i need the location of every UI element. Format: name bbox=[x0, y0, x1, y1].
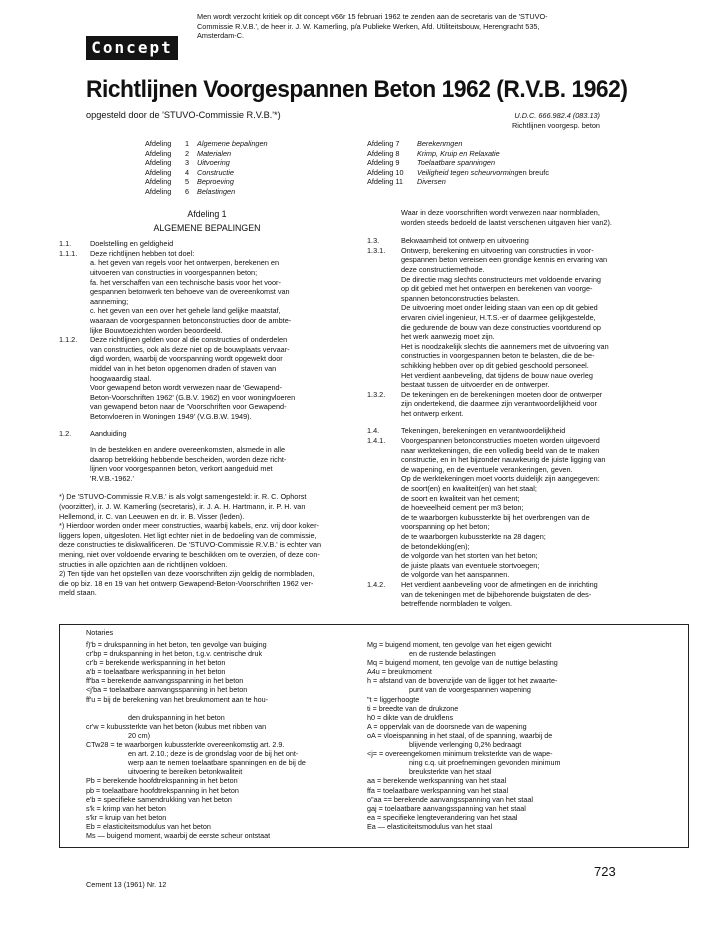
para-num: 1.4.1. bbox=[367, 436, 386, 446]
text-line: fa. het verschaffen van een technische basis voor het voor- bbox=[90, 277, 281, 287]
text-line: voorspanning op het beton; bbox=[401, 522, 490, 532]
toc-row bbox=[367, 158, 667, 168]
footnote-line: (voorzitter), ir. J. W. Kamerling (secretaris), ir. J. A. H. Hartmann, ir. P. H. van bbox=[59, 502, 306, 512]
text-line: Ontwerp, berekening en uitvoering van constructies in voor- bbox=[401, 245, 594, 255]
text-line: die gedurende de bouw van deze constructies voortdurend op bbox=[401, 322, 601, 332]
notation-line: breuksterkte van het staal bbox=[409, 767, 492, 777]
text-line: Het is noodzakelijk slechts die aannemers met de uitvoering van bbox=[401, 341, 609, 351]
notation-line: cr'w = kubussterkte van het beton (kubus met ribben van bbox=[86, 721, 267, 731]
toc-left bbox=[145, 139, 345, 197]
para-1-4-1 bbox=[367, 436, 649, 580]
toc-num: 5 bbox=[185, 177, 190, 187]
notation-line: gaj = toelaatbare aanvangsspanning van het staal bbox=[367, 803, 526, 813]
intro-text bbox=[197, 12, 625, 41]
text-line: Deze richtlijnen gelden voor al die constructies of onderdelen bbox=[90, 335, 288, 345]
notation-line: aa = berekende werkspanning van het staal bbox=[367, 776, 507, 786]
notation-line bbox=[86, 704, 354, 713]
text-line: de soort en kwaliteit van het cement; bbox=[401, 493, 520, 503]
text-line: gespannen betonwerk ten behoeve van de overeenkomst van bbox=[90, 287, 290, 297]
toc-title: Constructie bbox=[197, 167, 234, 177]
text-line: De tekeningen en de berekeningen moeten door de ontwerper bbox=[401, 389, 603, 399]
para-num: 1.1. bbox=[59, 239, 72, 249]
notation-heading: Notaries bbox=[86, 628, 114, 637]
notation-line: CTw28 = te waarborgen kubussterkte overeenkomstig art. 2.9. bbox=[86, 740, 285, 750]
notation-line: <j= = overeengekomen minimum treksterkte van de wape- bbox=[367, 749, 553, 759]
footnote-line: meld staan. bbox=[59, 588, 97, 598]
notation-line: "t = liggerhoogte bbox=[367, 694, 420, 704]
notation-line: s'kr = kruip van het beton bbox=[86, 812, 167, 822]
text-line: In de bestekken en andere overeenkomsten, alsmede in alle bbox=[90, 445, 286, 455]
para-num: 1.3. bbox=[367, 236, 380, 246]
notation-line: s'k = krimp van het beton bbox=[86, 803, 166, 813]
text-line: ervaren civiel ingenieur, H.T.S.-er of daarmee gelijkgestelde, bbox=[401, 312, 596, 322]
toc-row bbox=[145, 139, 345, 149]
para-1-2 bbox=[59, 445, 355, 483]
text-line: de te waarborgen kubussterkte na 28 dagen; bbox=[401, 532, 546, 541]
toc-num: 3 bbox=[185, 158, 190, 168]
para-heading: Tekeningen, berekeningen en verantwoordelijkheid bbox=[401, 426, 566, 436]
notation-line: punt van de voorgespannen wapening bbox=[409, 685, 531, 695]
text-line: De uitvoering moet onder leiding staan van een op dit gebied bbox=[401, 303, 598, 313]
toc-title: Beproeving bbox=[197, 177, 234, 187]
toc-num: 1 bbox=[185, 139, 190, 148]
toc-row bbox=[367, 168, 667, 178]
notation-line: f)'b = drukspanning in het beton, ten gevolge van buiging bbox=[86, 640, 267, 649]
intro-line: Commissie R.V.B.', de heer ir. J. W. Kamerling, p/a Publieke Werken, Afd. Utiliteitsbouw, Herengracht 535, bbox=[197, 21, 540, 31]
para-body bbox=[401, 246, 649, 390]
notation-line: 20 cm) bbox=[128, 730, 150, 740]
text-line: aanneming; bbox=[90, 296, 129, 306]
toc-label: Afdeling bbox=[145, 158, 172, 168]
text-line: De directie mag slechts constructeurs met voldoende ervaring bbox=[401, 274, 601, 284]
text-line: waaraan de voorgespannen betonconstructies door de ambte- bbox=[90, 315, 292, 325]
text-line: de betondekking(en); bbox=[401, 541, 470, 551]
text-line: de hoeveelheid cement per m3 beton; bbox=[401, 503, 524, 513]
text-line: zijn ondertekend, die daarmee zijn verantwoordelijkheid voor bbox=[401, 399, 597, 409]
notation-line: h0 = dikte van de drukflens bbox=[367, 712, 454, 722]
concept-badge: Concept bbox=[86, 36, 178, 60]
toc-row bbox=[145, 168, 345, 178]
toc-title: Algemene bepalingen bbox=[197, 139, 268, 148]
para-num: 1.3.2. bbox=[367, 389, 386, 399]
page-number: 723 bbox=[594, 864, 616, 879]
text-line: op dit gebied met het ontwerpen en berekenen van voorge- bbox=[401, 284, 593, 294]
notation-line: a'b = toelaatbare werkspanning in het beton bbox=[86, 667, 226, 677]
footnote-line: deze constructies te diskwalificeren. De 'STUVO-Commissie R.V.B.' is echter van bbox=[59, 540, 322, 550]
text-line: Op de werktekeningen moet voorts duidelijk zijn aangegeven: bbox=[401, 474, 600, 484]
para-body bbox=[401, 580, 649, 609]
notation-line: Mq = buigend moment, ten gevolge van de nuttige belasting bbox=[367, 658, 558, 668]
right-column bbox=[367, 208, 649, 609]
text-line: bestaat tussen de uitvoerder en de ontwerper. bbox=[401, 380, 550, 390]
footnote-line: die op biz. 18 en 19 van het ontwerp Gewapend-Beton-Voorschriften 1962 ver- bbox=[59, 578, 314, 588]
para-body bbox=[401, 390, 649, 419]
heading-1-2 bbox=[59, 429, 355, 439]
toc-label: Afdeling 9 bbox=[367, 158, 400, 168]
notation-line: ff'ba = berekende aanvangsspanning in het beton bbox=[86, 676, 244, 686]
para-1-1-2 bbox=[59, 335, 355, 421]
toc-row bbox=[367, 139, 667, 149]
notation-line: Ms — buigend moment, waarbij de eerste scheur ontstaat bbox=[86, 830, 271, 840]
toc-row bbox=[367, 149, 667, 159]
toc-label: Afdeling 11 bbox=[367, 177, 403, 187]
udc-line: U.D.C. 666.982.4 (083.13) bbox=[514, 111, 600, 120]
text-line: het ontwerp erkent. bbox=[401, 408, 464, 418]
heading-1-1 bbox=[59, 239, 355, 249]
notation-line: Ea — elasticiteitsmodulus van het staal bbox=[367, 821, 493, 831]
text-line: lijke Bouwtoezichten worden beoordeeld. bbox=[90, 325, 223, 335]
text-line: constructie, en in het bijzonder nauwkeurig de juiste ligging van bbox=[401, 455, 606, 465]
notation-line: den drukspanning in het beton bbox=[128, 712, 225, 722]
text-line: de volgorde van het storten van het beton; bbox=[401, 551, 538, 561]
text-line: het werk aanwezig moet zijn. bbox=[401, 332, 495, 342]
footnote-line: mening, niet over voldoende ervaring te beschikken om te overzien, of deze con- bbox=[59, 550, 320, 559]
toc-label: Afdeling 7 bbox=[367, 139, 400, 148]
text-line: Het verdient aanbeveling, dat tijdens de bouw naue overleg bbox=[401, 370, 593, 380]
notation-line: o"aa == berekende aanvangsspanning van het staal bbox=[367, 794, 533, 804]
text-line: de volgorde van het aanspannen. bbox=[401, 570, 510, 580]
para-1-3-1 bbox=[367, 246, 649, 390]
notation-line: en de rustende belastingen bbox=[409, 649, 496, 659]
toc-title: Diversen bbox=[417, 177, 446, 187]
para-heading: Bekwaamheid tot ontwerp en uitvoering bbox=[401, 236, 529, 246]
text-line: schikking hebben over op dit gebied geschoold personeel. bbox=[401, 360, 589, 370]
para-heading: Aanduiding bbox=[90, 429, 127, 439]
notation-line: ffa = toelaatbare werkspanning van het staal bbox=[367, 785, 509, 795]
footnote-line: structies in alle opzichten aan de richtlijnen voldoen. bbox=[59, 559, 228, 569]
text-line: betreffende normbladen te volgen. bbox=[401, 599, 513, 609]
footnote-line: 2) Ten tijde van het opstellen van deze voorschriften zijn geldig de normbladen, bbox=[59, 569, 315, 579]
text-line: van constructies, ook als deze niet op de bouwplaats vervaar- bbox=[90, 344, 290, 354]
toc-right bbox=[367, 139, 667, 187]
notation-line: ti = breedte van de drukzone bbox=[367, 703, 459, 713]
para-1-4-2 bbox=[367, 580, 649, 609]
page-title: Richtlijnen Voorgespannen Beton 1962 (R.V.B. 1962) bbox=[86, 76, 628, 103]
text-line: worden steeds bedoeld de laatst verschenen uitgaven hier van2). bbox=[401, 217, 612, 227]
para-num: 1.4. bbox=[367, 426, 380, 436]
para-1-3-2 bbox=[367, 390, 649, 419]
notation-line: oA = vloeispanning in het staal, of de spanning, waarbij de bbox=[367, 730, 553, 740]
para-num: 1.1.1. bbox=[59, 248, 78, 258]
toc-label: Afdeling 8 bbox=[367, 148, 400, 158]
notation-line: cr'b = berekende werkspanning in het beton bbox=[86, 658, 226, 668]
footnote-line: liggers lopen, uitgesloten. Het ligt echter niet in de bedoeling van de commissie, bbox=[59, 530, 317, 540]
section-label: Afdeling 1 bbox=[187, 209, 227, 219]
para-num: 1.1.2. bbox=[59, 335, 78, 345]
text-line: de wapening, en de eventuele verankeringen, geven. bbox=[401, 464, 573, 474]
toc-row bbox=[145, 149, 345, 159]
text-line: digd worden, waarbij de voorspanning wordt opgewekt door bbox=[90, 354, 283, 364]
normblad-intro bbox=[367, 208, 649, 227]
notation-line: en art. 2.10.; deze is de grondslag voor de bij het ont- bbox=[128, 749, 299, 759]
text-line: hoogwaardig staal. bbox=[90, 373, 152, 383]
toc-label: Afdeling bbox=[145, 139, 172, 148]
toc-row bbox=[145, 158, 345, 168]
text-line: Voor gewapend beton wordt verwezen naar de 'Gewapend- bbox=[90, 383, 283, 393]
subtitle: opgesteld door de 'STUVO-Commissie R.V.B.'*) bbox=[86, 110, 281, 120]
footnote-line: *) De 'STUVO-Commissie R.V.B.' is als volgt samengesteld: ir. R. C. Ophorst bbox=[59, 492, 307, 502]
toc-row bbox=[145, 187, 345, 197]
notation-line: ning c.q. uit proefnemingen gevonden minimum bbox=[409, 758, 561, 768]
para-1-1-1 bbox=[59, 249, 355, 335]
toc-label: Afdeling 10 bbox=[367, 167, 404, 177]
intro-line: Men wordt verzocht kritiek op dit concept v66r 15 februari 1962 te zenden aan de secretaris van de 'STUVO- bbox=[197, 12, 548, 21]
notation-left bbox=[86, 640, 354, 840]
toc-row bbox=[367, 177, 667, 187]
text-line: van de tekeningen met de bijbehorende buigstaten de des- bbox=[401, 589, 592, 599]
toc-title: Toelaatbare spanningen bbox=[417, 158, 496, 168]
notation-line: h = afstand van de bovenzijde van de ligger tot het zwaarte- bbox=[367, 676, 558, 686]
text-line: c. het geven van een over het gehele land gelijke maatstaf, bbox=[90, 306, 281, 316]
notation-line: werp aan te nemen toelaatbare spanningen en de bij de bbox=[128, 758, 306, 768]
heading-1-3 bbox=[367, 236, 649, 246]
text-line: naar werktekeningen, die een volledig beeld van de te maken bbox=[401, 445, 600, 455]
para-body bbox=[90, 335, 355, 421]
intro-line: Amsterdam-C. bbox=[197, 31, 245, 41]
toc-num: 6 bbox=[185, 186, 190, 196]
text-line: lijnen voor voorgespannen beton, verkort aangeduid met bbox=[90, 464, 273, 474]
para-body bbox=[401, 436, 649, 580]
text-line: de te waarborgen kubussterkte bij het overbrengen van de bbox=[401, 512, 590, 522]
toc-label: Afdeling bbox=[145, 167, 172, 177]
footnotes bbox=[59, 492, 355, 598]
toc-num: 4 bbox=[185, 167, 190, 177]
notation-line: Mg = buigend moment, ten gevolge van het eigen gewicht bbox=[367, 640, 552, 649]
para-num: 1.3.1. bbox=[367, 245, 386, 255]
text-line: Waar in deze voorschriften wordt verwezen naar normbladen, bbox=[401, 208, 600, 217]
notation-line: pb = toelaatbare hoofdtrekspanning in het beton bbox=[86, 785, 239, 795]
text-line: Betonvloeren in Woningen 1949' (V.G.B.W. 1949). bbox=[90, 411, 252, 421]
toc-title: Veiligheid tegen scheurvorming bbox=[417, 167, 519, 177]
text-line: van gewapend beton naar de 'Voorschriften voor Gewapend- bbox=[90, 402, 287, 412]
text-line: uitvoeren van constructies in voorgespannen beton; bbox=[90, 267, 258, 277]
notation-line: <j'ba = toelaatbare aanvangsspanning in het beton bbox=[86, 685, 248, 695]
text-line: Het verdient aanbeveling voor de afmetingen en de inrichting bbox=[401, 579, 598, 589]
text-line: 'R.V.B.-1962.' bbox=[90, 473, 134, 483]
text-line: constructies in voorgespannen beton te belasten, die de be- bbox=[401, 351, 595, 361]
text-line: daarop betrekking hebbende bescheiden, worden deze richt- bbox=[90, 454, 287, 464]
toc-row bbox=[145, 177, 345, 187]
toc-title: Uitvoering bbox=[197, 158, 230, 168]
toc-num: 2 bbox=[185, 148, 190, 158]
text-line: gespannen beton vereisen een grondige kennis en ervaring van bbox=[401, 255, 608, 265]
toc-label: Afdeling bbox=[145, 177, 172, 187]
text-line: deze constructiemethode. bbox=[401, 264, 485, 274]
para-num: 1.4.2. bbox=[367, 579, 386, 589]
notation-line: A = oppervlak van de doorsnede van de wapening bbox=[367, 721, 527, 731]
notation-line: cr'bp = drukspanning in het beton, t.g.v. centrische druk bbox=[86, 649, 263, 659]
notation-line: ff'u = bij de berekening van het breukmoment aan te hou- bbox=[86, 694, 269, 704]
notation-line: Pb = berekende hoofdtrekspanning in het beton bbox=[86, 776, 238, 786]
journal-footer: Cement 13 (1961) Nr. 12 bbox=[86, 880, 167, 889]
para-body bbox=[90, 445, 355, 483]
para-num: 1.2. bbox=[59, 429, 72, 439]
footnote-line: *) Hierdoor worden onder meer constructies, waarbij kabels, enz. vrij door koker- bbox=[59, 521, 319, 531]
toc-label: Afdeling bbox=[145, 186, 172, 196]
udc-code bbox=[460, 111, 600, 130]
udc-sub-line: Richtlijnen voorgesp. beton bbox=[511, 120, 600, 130]
notation-right bbox=[367, 640, 649, 831]
notation-line: ea = specifieke lengteverandering van het staal bbox=[367, 812, 518, 822]
toc-title: Materialen bbox=[197, 148, 232, 158]
notation-line: Eb = elasticiteitsmodulus van het beton bbox=[86, 821, 211, 831]
notation-line: blijvende verlenging 0,2% bedraagt bbox=[409, 740, 522, 750]
toc-title: Belastingen bbox=[197, 186, 236, 196]
footnote-line: Hellemond, ir. C. van Leeuwen en dr. ir. B. Visser (leden). bbox=[59, 511, 245, 521]
text-line: Beton-Voorschriften 1962' (G.B.V. 1962) en voor woningvloeren bbox=[90, 392, 296, 402]
text-line: Deze richtlijnen hebben tot doel: bbox=[90, 248, 195, 258]
toc-rest: en breufc bbox=[518, 167, 549, 177]
para-heading: Doelstelling en geldigheid bbox=[90, 239, 174, 249]
text-line: de soort(en) en kwaliteit(en) van het staal; bbox=[401, 484, 537, 494]
notation-line: A4u = breukmoment bbox=[367, 667, 432, 677]
notation-line: uitvoering te bereiken betonkwaliteit bbox=[128, 767, 243, 777]
toc-title: Berekenmgen bbox=[417, 139, 463, 148]
notation-line: e'b = specifieke samendrukking van het beton bbox=[86, 794, 232, 804]
text-line: middel van in het beton opgenomen draden of staven van bbox=[90, 363, 277, 373]
text-line: spannen betonconstructies belasten. bbox=[401, 293, 520, 303]
section-title: ALGEMENE BEPALINGEN bbox=[153, 222, 261, 233]
toc-label: Afdeling bbox=[145, 148, 172, 158]
heading-1-4 bbox=[367, 426, 649, 436]
text-line: a. het geven van regels voor het ontwerpen, berekenen en bbox=[90, 258, 280, 268]
para-body bbox=[90, 249, 355, 335]
toc-title: Krimp, Kruip en Relaxatie bbox=[417, 148, 500, 158]
left-column bbox=[59, 208, 355, 598]
text-line: Voorgespannen betonconstructies moeten worden uitgevoerd bbox=[401, 436, 600, 446]
text-line: de juiste plaats van eventuele stortvoegen; bbox=[401, 560, 540, 570]
